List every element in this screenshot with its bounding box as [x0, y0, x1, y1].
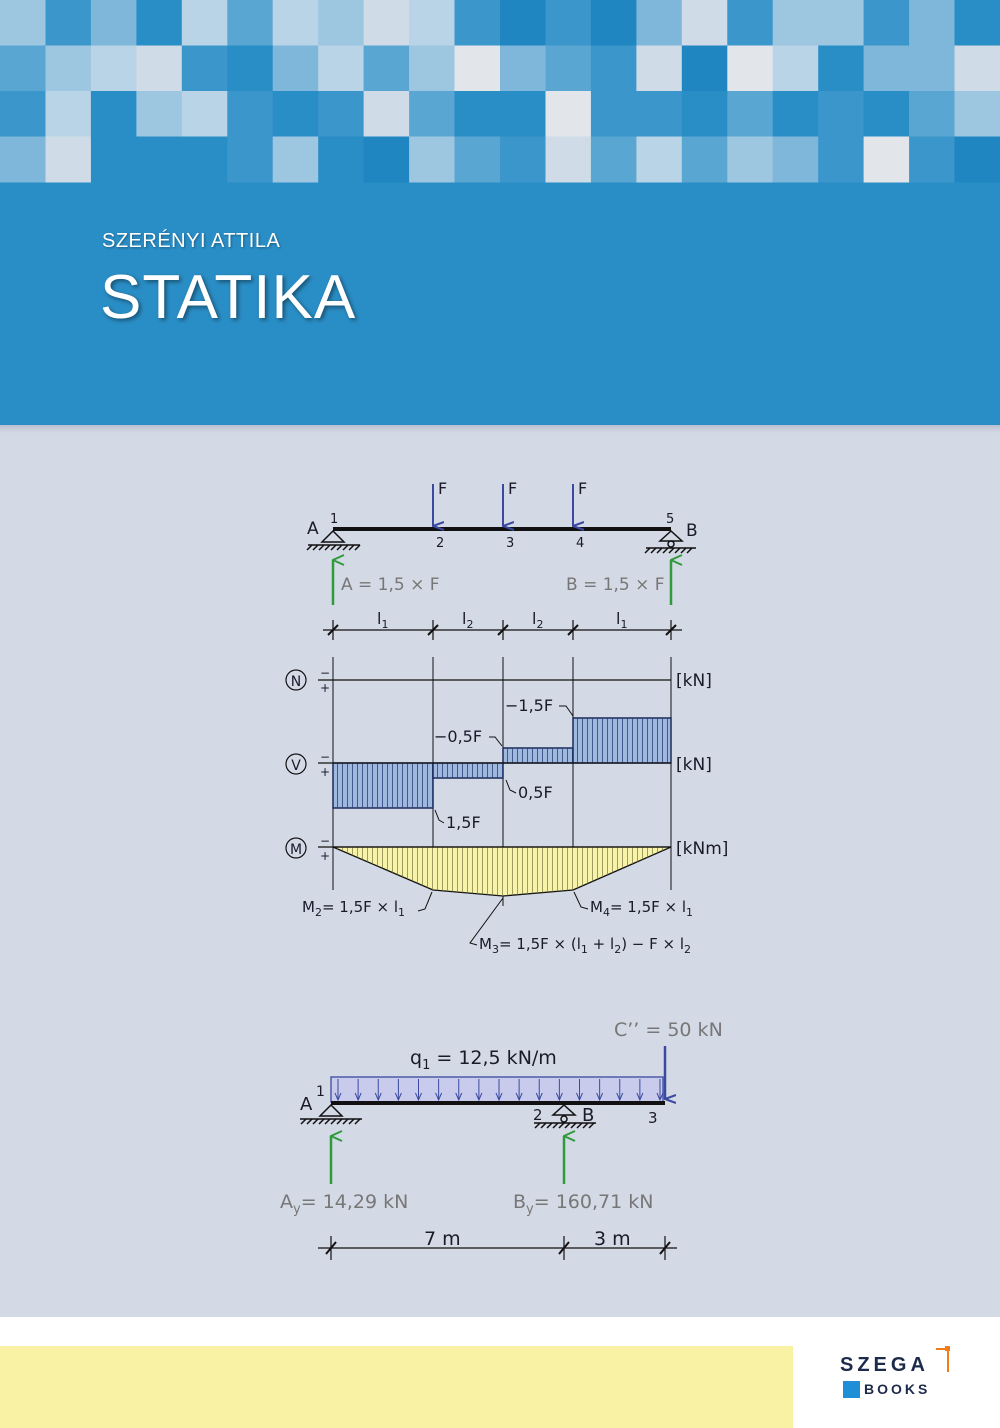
m-plus-sign: + — [320, 849, 331, 863]
simple-beam-diagram — [286, 479, 728, 956]
node-label-1-2: 1 — [316, 1084, 325, 1100]
shear-hatch-4 — [573, 718, 671, 763]
publisher-logo — [840, 1346, 950, 1406]
span-label-4: $l_1$ — [616, 609, 628, 631]
moment-label-m4: $M_4= 1,5F \times l_1$ — [590, 898, 694, 919]
force-label-3: F — [578, 479, 588, 498]
span-label-3: $l_2$ — [532, 609, 544, 631]
overhang-beam-diagram — [280, 1019, 723, 1260]
shear-value-pos-05: 0,5F — [518, 783, 553, 802]
logo-szega-text: SZEGA — [840, 1354, 929, 1376]
support-label-b: B — [686, 521, 698, 541]
force-label-2: F — [508, 479, 518, 498]
m-minus-sign: − — [320, 834, 331, 848]
leader-m2 — [418, 892, 432, 911]
v-plus-sign: + — [320, 765, 331, 779]
node-label-4: 4 — [576, 536, 585, 551]
span-label-2: $l_2$ — [462, 609, 474, 631]
n-unit-label: [kN] — [676, 671, 712, 691]
logo-corner-mark — [936, 1348, 949, 1372]
moment-symbol: M — [289, 842, 303, 858]
support-label-a-2: A — [300, 1094, 313, 1115]
logo-square-icon — [843, 1381, 860, 1398]
leader-neg-15 — [559, 706, 573, 716]
support-label-b-2: B — [582, 1105, 595, 1126]
dimension-label-3m: 3 m — [594, 1228, 631, 1250]
node-label-3-2: 3 — [648, 1109, 658, 1127]
moment-label-m3: $M_3= 1,5F \times (l_1 + l_2) - F \times l_2$ — [479, 935, 692, 956]
point-load-label: C’’ = 50 kN — [614, 1019, 723, 1041]
shear-value-pos-15: 1,5F — [446, 813, 481, 832]
m-unit-label: [kNm] — [676, 839, 729, 859]
distributed-load-label: $q_1 = 12,5$ kN/m — [410, 1047, 557, 1073]
logo-books-text: BOOKS — [864, 1381, 931, 1397]
shear-hatch-1 — [333, 763, 433, 808]
node-label-1: 1 — [330, 512, 339, 527]
shear-force-symbol: V — [291, 758, 301, 774]
dimension-label-7m: 7 m — [424, 1228, 461, 1250]
span-label-1: $l_1$ — [377, 609, 389, 631]
book-title: STATIKA — [100, 263, 357, 332]
moment-hatch — [333, 847, 671, 896]
v-minus-sign: − — [320, 750, 331, 764]
reaction-label-ay: $A_y= 14,29$ kN — [280, 1191, 409, 1217]
normal-force-symbol: N — [290, 674, 302, 690]
leader-neg-05 — [489, 737, 502, 746]
leader-m4 — [574, 892, 588, 909]
reaction-label-a: A = 1,5 × F — [341, 575, 440, 595]
n-plus-sign: + — [320, 681, 331, 695]
author-name: SZERÉNYI ATTILA — [102, 230, 281, 252]
support-label-a: A — [307, 519, 319, 539]
node-label-5: 5 — [666, 512, 675, 527]
shear-hatch-2 — [433, 763, 503, 778]
logo-dot — [945, 1346, 950, 1351]
force-label-1: F — [438, 479, 448, 498]
shear-value-neg-05: −0,5F — [434, 727, 483, 746]
node-label-3: 3 — [506, 536, 515, 551]
shear-value-neg-15: −1,5F — [505, 696, 554, 715]
v-unit-label: [kN] — [676, 755, 712, 775]
n-minus-sign: − — [320, 666, 331, 680]
reaction-label-by: $B_y= 160,71$ kN — [513, 1191, 654, 1217]
node-label-2-2: 2 — [533, 1106, 543, 1124]
footer-band — [0, 1346, 793, 1428]
reaction-label-b: B = 1,5 × F — [566, 575, 665, 595]
shear-hatch-3 — [503, 748, 573, 763]
leader-pos-05 — [506, 780, 516, 793]
node-label-2: 2 — [436, 536, 445, 551]
moment-label-m2: $M_2= 1,5F \times l_1$ — [302, 898, 406, 919]
distributed-load-area — [331, 1077, 663, 1102]
leader-pos-15 — [435, 810, 444, 823]
